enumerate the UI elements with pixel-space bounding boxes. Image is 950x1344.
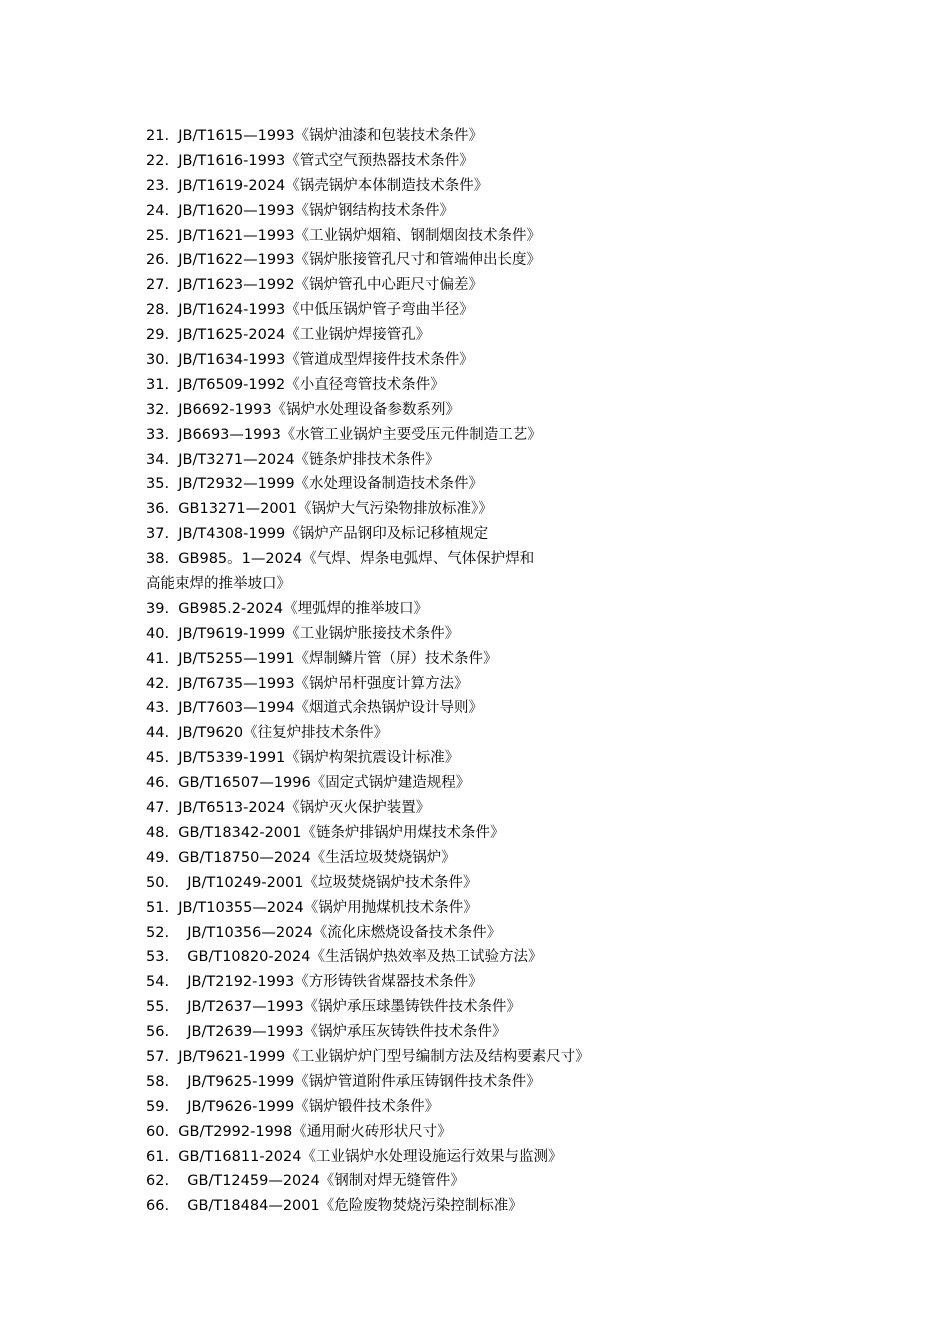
list-item (146, 597, 866, 622)
list-item (146, 1169, 866, 1194)
list-item (146, 1194, 866, 1219)
item-number: 42. (146, 675, 170, 692)
list-item (146, 298, 866, 323)
item-text: JB/T9621-1999《工业锅炉炉门型号编制方法及结构要素尺寸》 (178, 1048, 590, 1065)
item-text: JB/T1621—1993《工业锅炉烟箱、钢制烟囱技术条件》 (178, 227, 542, 244)
item-separator (169, 551, 178, 567)
item-text: JB/T5255—1991《焊制鳞片管（屏）技术条件》 (178, 650, 498, 667)
item-separator (169, 1198, 178, 1214)
item-number: 56. (146, 1024, 170, 1041)
item-separator (169, 1024, 178, 1040)
item-text: JB6693—1993《水管工业锅炉主要受压元件制造工艺》 (178, 426, 542, 443)
item-number: 25. (146, 227, 170, 244)
item-text: JB/T5339-1991《锅炉构架抗震设计标准》 (178, 750, 460, 767)
item-number: 43. (146, 700, 170, 717)
list-item (146, 696, 866, 721)
item-separator (169, 402, 178, 418)
item-number: 39. (146, 600, 170, 617)
item-text: JB/T6735—1993《锅炉吊杆强度计算方法》 (178, 675, 469, 692)
item-separator (169, 750, 178, 766)
list-item (146, 1020, 866, 1045)
item-separator (169, 153, 178, 169)
list-item (146, 323, 866, 348)
list-item (146, 846, 866, 871)
item-number: 50. (146, 874, 170, 891)
item-separator (169, 128, 178, 144)
item-separator (169, 875, 178, 891)
list-item (146, 497, 866, 522)
item-separator (169, 601, 178, 617)
list-item (146, 821, 866, 846)
item-number: 47. (146, 800, 170, 817)
list-item (146, 771, 866, 796)
item-text: JB/T2932—1999《水处理设备制造技术条件》 (178, 476, 484, 493)
item-text: GB985。1—2024《气焊、焊条电弧焊、气体保护焊和 (178, 551, 535, 568)
list-item (146, 647, 866, 672)
item-text: JB/T9625-1999《锅炉管道附件承压铸钢件技术条件》 (187, 1073, 541, 1090)
item-separator (169, 1149, 178, 1165)
item-number: 23. (146, 177, 170, 194)
list-item (146, 124, 866, 149)
item-separator (169, 526, 178, 542)
item-separator (169, 327, 178, 343)
list-item (146, 721, 866, 746)
item-number: 61. (146, 1148, 170, 1165)
item-separator (169, 999, 178, 1015)
item-separator (169, 725, 178, 741)
item-number: 49. (146, 849, 170, 866)
list-item (146, 896, 866, 921)
list-item (146, 796, 866, 821)
list-item (146, 995, 866, 1020)
item-text: GB/T16811-2024《工业锅炉水处理设施运行效果与监测》 (178, 1148, 563, 1165)
item-number: 32. (146, 401, 170, 418)
item-number: 58. (146, 1073, 170, 1090)
item-text: JB/T9619-1999《工业锅炉胀接技术条件》 (178, 625, 460, 642)
item-text: JB/T10355—2024《锅炉用抛煤机技术条件》 (178, 899, 478, 916)
item-text: JB/T2639—1993《锅炉承压灰铸铁件技术条件》 (187, 1024, 507, 1041)
list-item (146, 224, 866, 249)
item-separator (169, 1099, 178, 1115)
item-separator (169, 1173, 178, 1189)
list-item (146, 348, 866, 373)
item-text: JB/T9626-1999《锅炉锻件技术条件》 (187, 1098, 440, 1115)
item-text: JB/T10249-2001《垃圾焚烧锅炉技术条件》 (187, 874, 478, 891)
item-number: 21. (146, 128, 170, 144)
item-text: GB/T18342-2001《链条炉排锅炉用煤技术条件》 (178, 824, 505, 841)
item-text: JB/T1619-2024《锅壳锅炉本体制造技术条件》 (178, 177, 489, 194)
list-item (146, 199, 866, 224)
item-number: 33. (146, 426, 170, 443)
item-text: JB/T1616-1993《管式空气预热器技术条件》 (178, 152, 474, 169)
item-separator (169, 800, 178, 816)
list-item (146, 273, 866, 298)
item-separator (169, 1124, 178, 1140)
item-text: JB/T3271—2024《链条炉排技术条件》 (178, 451, 440, 468)
item-number: 36. (146, 501, 170, 518)
standards-list (146, 124, 866, 1219)
item-text: GB/T16507—1996《固定式锅炉建造规程》 (178, 775, 471, 792)
item-number: 59. (146, 1098, 170, 1115)
item-text: JB/T7603—1994《烟道式余热锅炉设计导则》 (178, 700, 484, 717)
list-item (146, 746, 866, 771)
item-number: 40. (146, 625, 170, 642)
item-text: GB/T18484—2001《危险废物焚烧污染控制标准》 (187, 1198, 523, 1215)
list-item (146, 547, 866, 572)
item-separator (169, 427, 178, 443)
list-item (146, 921, 866, 946)
list-item (146, 1120, 866, 1145)
list-item (146, 149, 866, 174)
item-text: JB/T1622—1993《锅炉胀接管孔尺寸和管端伸出长度》 (178, 252, 542, 269)
item-number: 29. (146, 327, 170, 344)
list-item (146, 945, 866, 970)
item-text: JB/T1634-1993《管道成型焊接件技术条件》 (178, 352, 474, 369)
item-separator (169, 476, 178, 492)
item-text: JB/T2637—1993《锅炉承压球墨铸铁件技术条件》 (187, 999, 522, 1016)
item-text: JB/T4308-1999《锅炉产品钢印及标记移植规定 (178, 526, 489, 543)
item-separator (169, 1049, 178, 1065)
item-text: JB/T1620—1993《锅炉钢结构技术条件》 (178, 202, 455, 219)
item-text: JB/T1625-2024《工业锅炉焊接管孔》 (178, 327, 431, 344)
item-text: JB/T6509-1992《小直径弯管技术条件》 (178, 376, 445, 393)
item-number: 27. (146, 277, 170, 294)
item-separator (169, 352, 178, 368)
item-separator (169, 452, 178, 468)
item-text: JB/T1624-1993《中低压锅炉管子弯曲半径》 (178, 302, 474, 319)
item-text: GB/T12459—2024《钢制对焊无缝管件》 (187, 1173, 465, 1190)
item-text: GB13271—2001《锅炉大气污染物排放标准》》 (178, 501, 493, 518)
item-number: 31. (146, 376, 170, 393)
list-item (146, 1095, 866, 1120)
list-item (146, 522, 866, 547)
item-separator (169, 949, 178, 965)
item-separator (169, 925, 178, 941)
item-separator (169, 277, 178, 293)
item-number: 46. (146, 775, 170, 792)
item-number: 66. (146, 1198, 170, 1215)
item-number: 60. (146, 1123, 170, 1140)
item-number: 30. (146, 352, 170, 369)
item-number: 38. (146, 551, 170, 568)
item-separator (169, 850, 178, 866)
item-text: JB/T9620《往复炉排技术条件》 (178, 725, 389, 742)
item-text: 高能束焊的推举坡口》 (146, 576, 291, 593)
item-number: 34. (146, 451, 170, 468)
item-separator (169, 377, 178, 393)
item-number: 41. (146, 650, 170, 667)
item-separator (169, 178, 178, 194)
list-item (146, 174, 866, 199)
item-number: 51. (146, 899, 170, 916)
item-separator (169, 626, 178, 642)
list-item (146, 1045, 866, 1070)
item-number: 26. (146, 252, 170, 269)
list-item (146, 423, 866, 448)
list-item (146, 248, 866, 273)
item-separator (169, 900, 178, 916)
item-number: 22. (146, 152, 170, 169)
item-separator (169, 775, 178, 791)
item-separator (169, 302, 178, 318)
list-item (146, 448, 866, 473)
list-item (146, 1145, 866, 1170)
list-item (146, 572, 866, 597)
item-text: GB/T10820-2024《生活锅炉热效率及热工试验方法》 (187, 949, 543, 966)
item-separator (169, 700, 178, 716)
item-number: 57. (146, 1048, 170, 1065)
item-number: 48. (146, 824, 170, 841)
item-separator (169, 501, 178, 517)
list-item (146, 398, 866, 423)
list-item (146, 871, 866, 896)
item-separator (169, 228, 178, 244)
item-separator (169, 203, 178, 219)
item-text: JB6692-1993《锅炉水处理设备参数系列》 (178, 401, 461, 418)
item-separator (169, 974, 178, 990)
item-separator (169, 651, 178, 667)
item-text: JB/T1615—1993《锅炉油漆和包装技术条件》 (178, 128, 484, 144)
item-text: GB985.2-2024《埋弧焊的推举坡口》 (178, 600, 429, 617)
item-text: JB/T10356—2024《流化床燃烧设备技术条件》 (187, 924, 502, 941)
item-number: 53. (146, 949, 170, 966)
item-text: JB/T2192-1993《方形铸铁省煤器技术条件》 (187, 974, 483, 991)
item-separator (169, 1074, 178, 1090)
item-separator (169, 676, 178, 692)
item-number: 55. (146, 999, 170, 1016)
item-number: 35. (146, 476, 170, 493)
list-item (146, 672, 866, 697)
item-number: 44. (146, 725, 170, 742)
item-separator (169, 252, 178, 268)
item-text: JB/T1623—1992《锅炉管孔中心距尺寸偏差》 (178, 277, 484, 294)
item-number: 45. (146, 750, 170, 767)
list-item (146, 1070, 866, 1095)
list-item (146, 970, 866, 995)
item-number: 62. (146, 1173, 170, 1190)
item-number: 37. (146, 526, 170, 543)
item-number: 24. (146, 202, 170, 219)
item-number: 28. (146, 302, 170, 319)
list-item (146, 472, 866, 497)
item-number: 52. (146, 924, 170, 941)
item-text: JB/T6513-2024《锅炉灭火保护装置》 (178, 800, 431, 817)
item-text: GB/T18750—2024《生活垃圾焚烧锅炉》 (178, 849, 456, 866)
item-separator (169, 825, 178, 841)
item-text: GB/T2992-1998《通用耐火砖形状尺寸》 (178, 1123, 452, 1140)
list-item (146, 622, 866, 647)
list-item (146, 373, 866, 398)
item-number: 54. (146, 974, 170, 991)
